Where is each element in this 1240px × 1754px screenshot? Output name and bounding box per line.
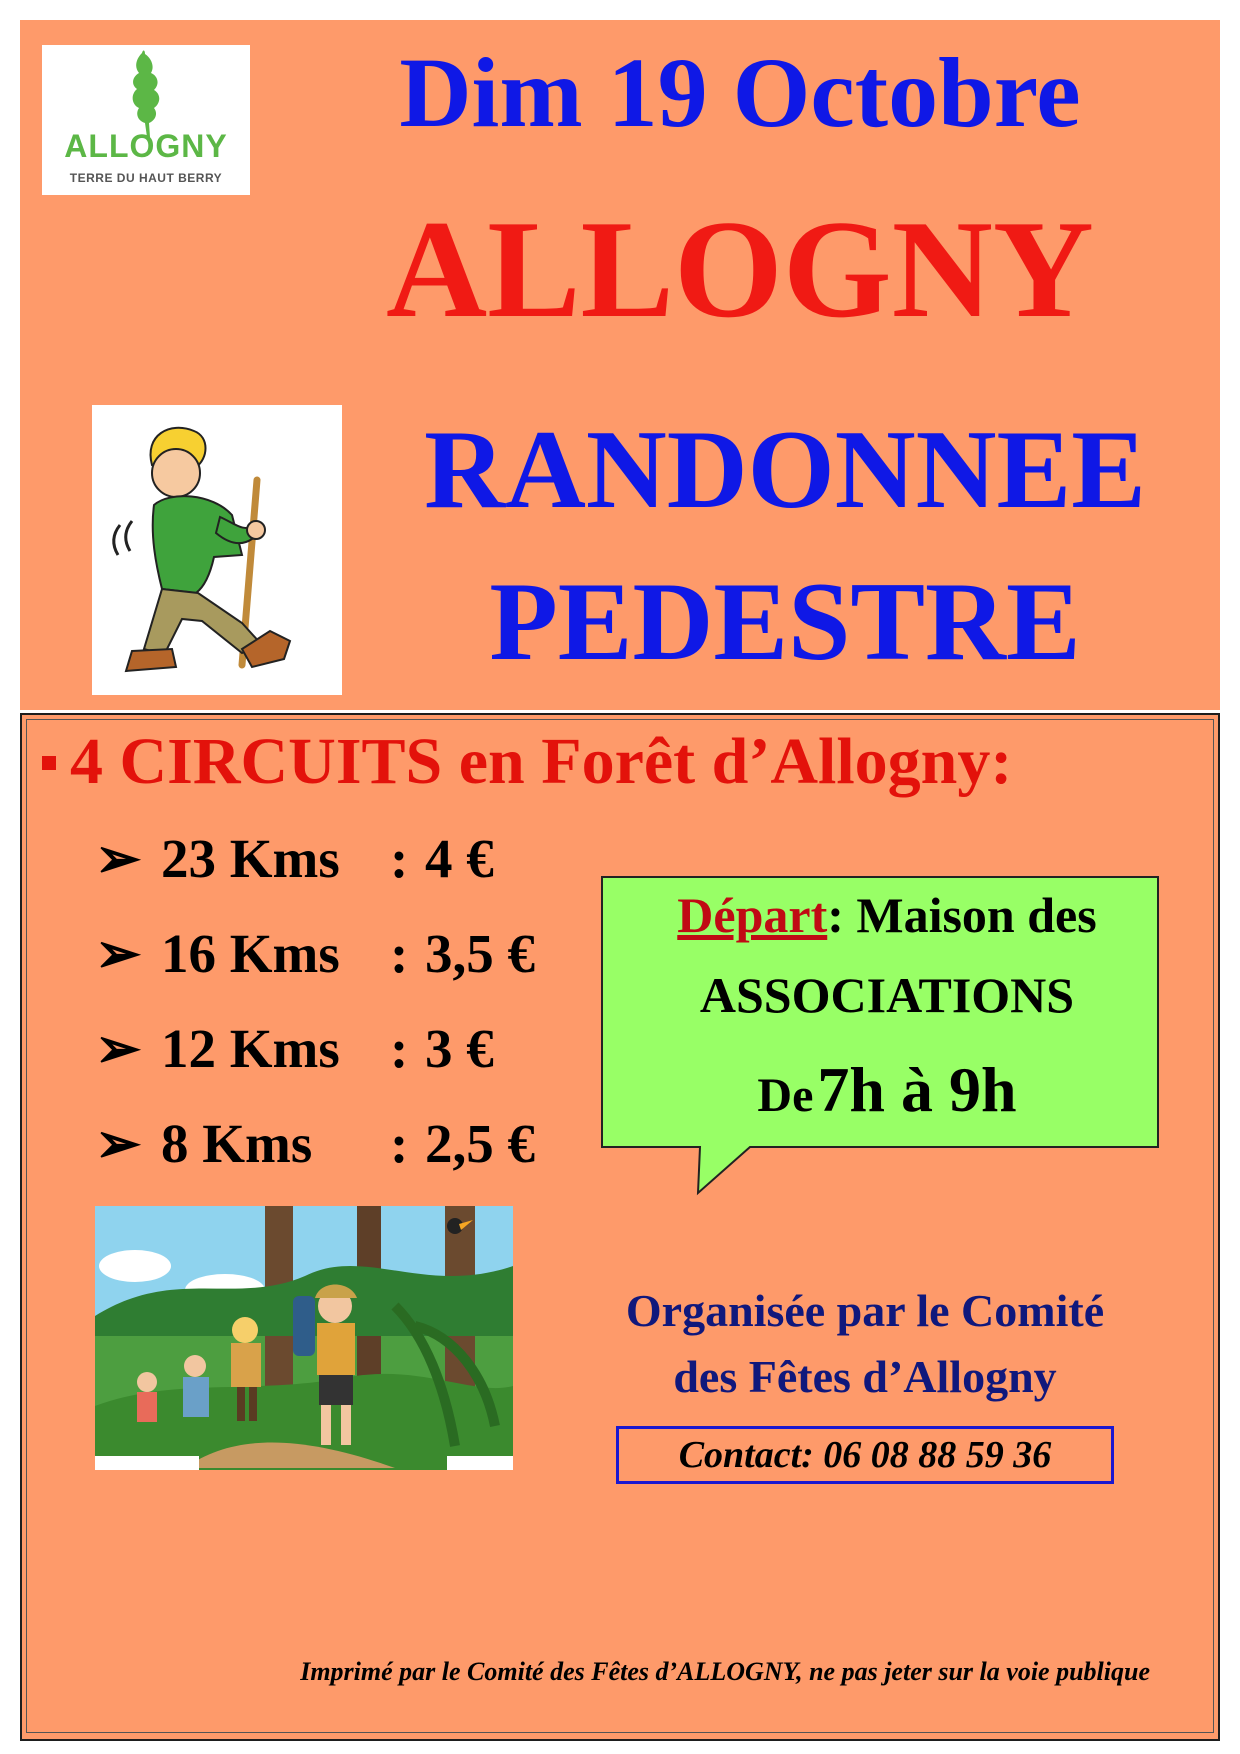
arrow-bullet-icon: ➢ <box>95 1113 142 1174</box>
price-separator: : <box>390 828 409 889</box>
departure-line <box>612 882 1162 948</box>
circuit-distance: 16 Kms <box>161 923 340 984</box>
price-separator: : <box>390 923 409 984</box>
logo-tagline: TERRE DU HAUT BERRY <box>69 171 223 185</box>
event-date: Dim 19 Octobre <box>399 37 1081 148</box>
departure-label: Départ <box>677 887 828 943</box>
organizer-line1: Organisée par le Comité <box>625 1285 1105 1336</box>
event-title-line1: RANDONNEE <box>424 408 1146 532</box>
circuit-price: 3 € <box>425 1018 494 1079</box>
event-title-line2: PEDESTRE <box>489 560 1081 684</box>
arrow-bullet-icon: ➢ <box>95 923 142 984</box>
circuit-distance: 8 Kms <box>161 1113 313 1174</box>
hiker-illustration <box>92 405 342 695</box>
allogny-logo <box>42 45 250 195</box>
footer-note: Imprimé par le Comité des Fêtes d’ALLOGNY, ne pas jeter sur la voie publique <box>300 1657 1150 1686</box>
square-bullet-icon <box>42 756 56 770</box>
town-name: ALLOGNY <box>386 192 1094 347</box>
circuits-heading: 4 CIRCUITS en Forêt d’Allogny: <box>70 725 1013 798</box>
hiker-cartoon <box>92 405 342 695</box>
hikers-in-forest-picture <box>95 1206 513 1470</box>
circuit-price: 3,5 € <box>425 923 535 984</box>
arrow-bullet-icon: ➢ <box>95 1018 142 1079</box>
circuit-distance: 12 Kms <box>161 1018 340 1079</box>
contact-phone: Contact: 06 08 88 59 36 <box>678 1434 1052 1476</box>
departure-place: : Maison des <box>827 887 1097 943</box>
arrow-bullet-icon: ➢ <box>95 828 142 889</box>
circuit-distance: 23 Kms <box>161 828 340 889</box>
circuit-price: 4 € <box>425 828 494 889</box>
departure-hours: 7h à 9h <box>817 1054 1017 1125</box>
departure-hours-line <box>612 1050 1162 1147</box>
circuit-price: 2,5 € <box>425 1113 535 1174</box>
organizer-line2: des Fêtes d’Allogny <box>673 1351 1057 1402</box>
price-separator: : <box>390 1113 409 1174</box>
price-separator: : <box>390 1018 409 1079</box>
organizer-text <box>560 1278 1170 1410</box>
logo-name: ALLOGNY <box>64 128 228 164</box>
hours-prefix: De <box>757 1069 814 1122</box>
departure-place-name: ASSOCIATIONS <box>699 967 1075 1023</box>
